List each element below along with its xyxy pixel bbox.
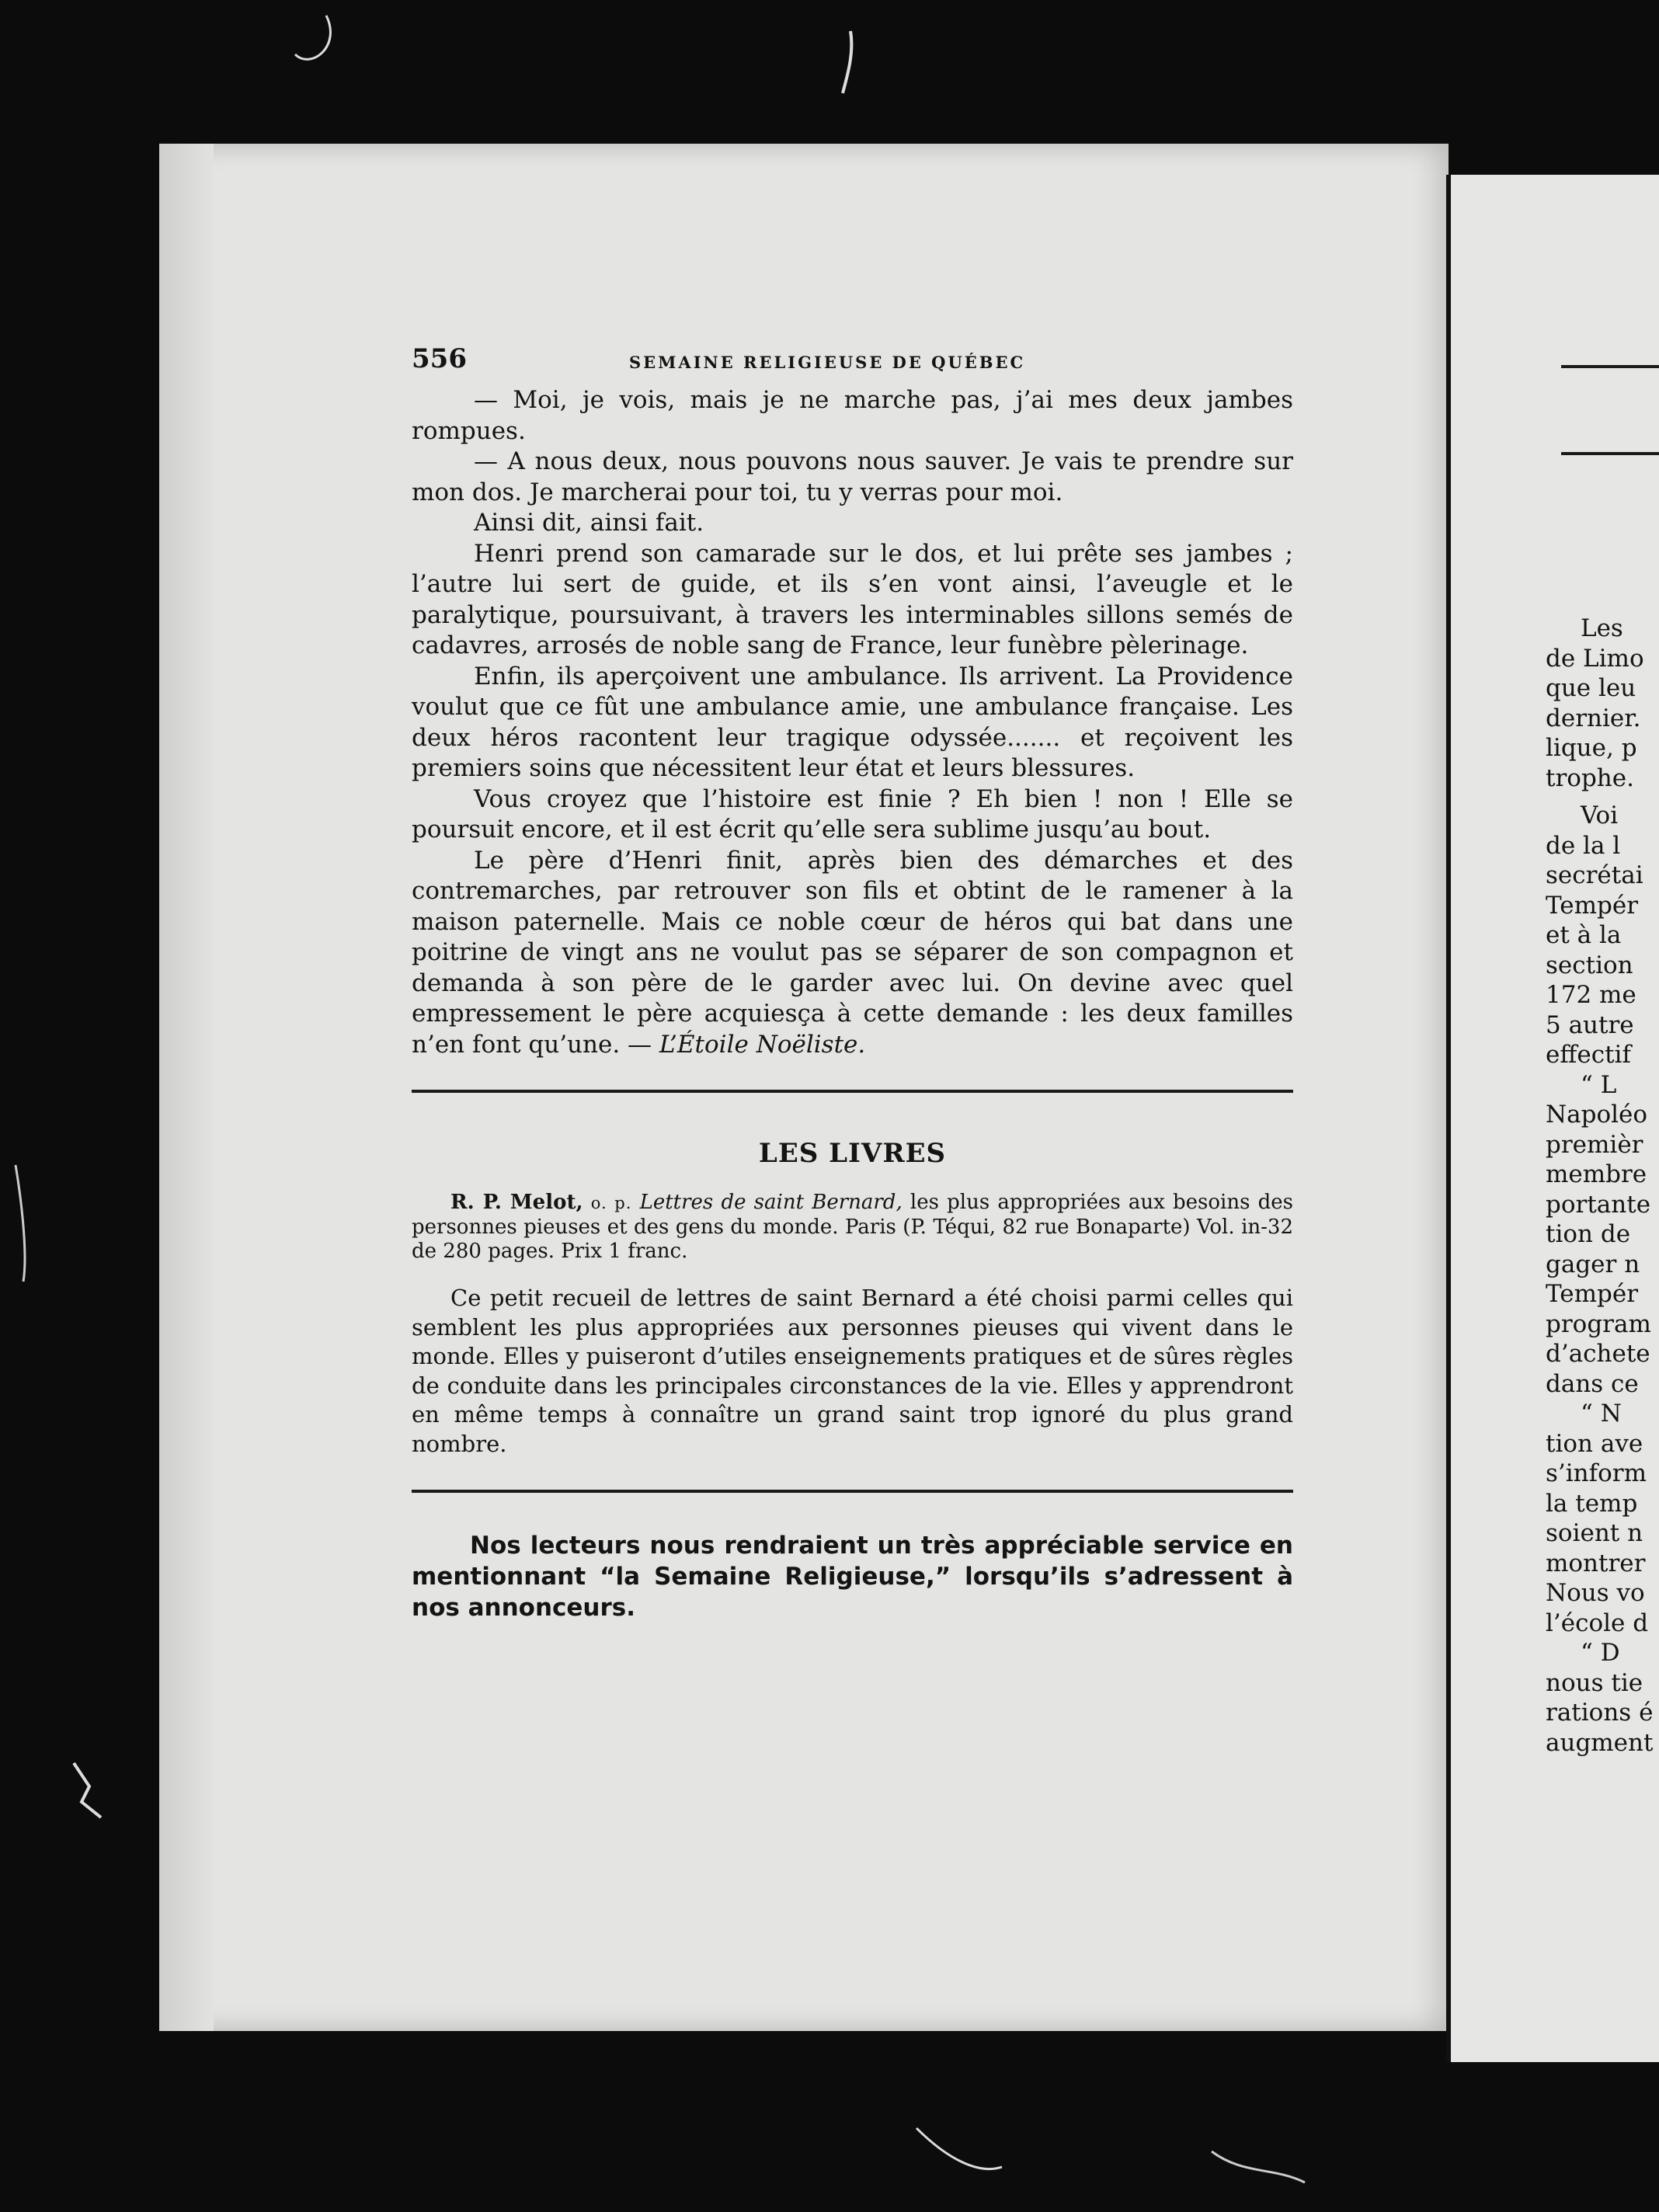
reader-notice: Nos lecteurs nous rendraient un très appréciable service en mentionnant “la Semaine Religieuse,” lorsqu’ils s’adressent à nos annonceurs. <box>412 1532 1293 1622</box>
book-review: Ce petit recueil de lettres de saint Bernard a été choisi parmi celles qui semblent les plus appropriées aux personnes pieuses qui vivent dans le monde. Elles y puiseront d’utiles enseignements pratiques et de sûres règles de conduite dans les principales circonstances de la vie. Elles y apprendront en même temps à connaître un grand saint trop ignoré du plus grand nombre. <box>412 1285 1293 1457</box>
running-head: SEMAINE RELIGIEUSE DE QUÉBEC <box>629 353 1026 372</box>
right-line: program <box>1546 1309 1651 1338</box>
right-line: s’inform <box>1546 1459 1647 1487</box>
story <box>412 385 1293 1060</box>
left-page-fold <box>159 144 214 2031</box>
right-line: “ D <box>1581 1639 1620 1667</box>
right-line: Nous vo <box>1546 1579 1645 1607</box>
section-title-books: LES LIVRES <box>758 1138 947 1169</box>
right-line: dans ce <box>1546 1369 1639 1398</box>
right-line: augment <box>1546 1728 1654 1757</box>
right-line: Tempér <box>1546 891 1639 920</box>
story-paragraph-text: Le père d’Henri finit, après bien des démarches et des contremarches, par retrouver son fils et obtint de le ramener à la maison paternelle. Mais ce noble cœur de héros qui bat dans une poitrine de vingt ans ne voulut pas se séparer de son compagnon et demanda à son père de le garder avec lui. On devine avec quel empressement le père acquiesça à cette demande : les deux familles n’en font qu’une. — <box>412 846 1293 1059</box>
right-page-rule-top <box>1561 365 1659 368</box>
page-number: 556 <box>412 343 467 374</box>
right-line: dernier. <box>1546 704 1641 732</box>
story-source: L’Étoile Noëliste. <box>659 1030 866 1059</box>
right-line: la temp <box>1546 1489 1638 1518</box>
right-line: “ N <box>1581 1400 1622 1428</box>
right-line: section <box>1546 951 1633 979</box>
right-line: portante <box>1546 1190 1651 1219</box>
book-author: R. P. Melot, <box>450 1191 583 1214</box>
story-paragraph: Enfin, ils aperçoivent une ambulance. Ils arrivent. La Providence voulut que ce fût une ambulance amie, une ambulance française. Les deux héros racontent leur tragique odyssée....... et reçoivent les premiers soins que nécessitent leur état et leurs blessures. <box>412 662 1293 782</box>
right-line: et à la <box>1546 921 1622 949</box>
right-line: 5 autre <box>1546 1010 1634 1039</box>
right-line: soient n <box>1546 1519 1643 1547</box>
right-line: “ L <box>1581 1070 1617 1099</box>
right-line: l’école d <box>1546 1609 1649 1637</box>
right-line: montrer <box>1546 1549 1646 1577</box>
book-title: Lettres de saint Bernard, <box>639 1191 903 1214</box>
right-line: rations é <box>1546 1699 1654 1727</box>
right-line: d’achete <box>1546 1340 1650 1368</box>
right-line: secrétai <box>1546 861 1643 889</box>
story-paragraph: — Moi, je vois, mais je ne marche pas, j’ai mes deux jambes rompues. <box>412 386 1293 445</box>
right-line: Napoléo <box>1546 1101 1648 1129</box>
book-citation <box>412 1191 1293 1264</box>
right-line: Les <box>1581 614 1623 642</box>
right-page-text <box>1546 614 1659 1758</box>
right-line: tion ave <box>1546 1429 1643 1458</box>
story-paragraph: Vous croyez que l’histoire est finie ? Eh bien ! non ! Elle se poursuit encore, et il est écrit qu’elle sera sublime jusqu’au bout. <box>412 784 1293 843</box>
book-author-order: o. p. <box>590 1194 632 1212</box>
story-paragraph: Henri prend son camarade sur le dos, et lui prête ses jambes ; l’autre lui sert de guide, et ils s’en vont ainsi, l’aveugle et le paralytique, poursuivant, à travers les interminables sillons semés de cadavres, arrosés de noble sang de France, leur funèbre pèlerinage. <box>412 539 1293 659</box>
right-line: lique, p <box>1546 734 1637 762</box>
right-line: Voi <box>1581 802 1619 830</box>
right-line: nous tie <box>1546 1668 1643 1697</box>
right-line: Tempér <box>1546 1280 1639 1308</box>
right-line: de Limo <box>1546 644 1644 673</box>
page-header <box>412 342 1293 385</box>
section-divider <box>412 1090 1293 1093</box>
right-line: 172 me <box>1546 981 1636 1009</box>
book-description: les plus appropriées aux besoins des personnes pieuses et des gens du monde. Paris (P. Téqui, 82 rue Bonaparte) Vol. in-32 de 280 pages. Prix 1 franc. <box>412 1191 1294 1263</box>
left-page-content <box>412 342 1293 1647</box>
story-paragraph: — A nous deux, nous pouvons nous sauver. Je vais te prendre sur mon dos. Je marcherai pour toi, tu y verras pour moi. <box>412 447 1293 506</box>
right-line: gager n <box>1546 1250 1640 1278</box>
right-line: de la l <box>1546 831 1621 860</box>
story-paragraph-last <box>412 846 1293 1061</box>
right-line: membre <box>1546 1160 1647 1188</box>
story-paragraph: Ainsi dit, ainsi fait. <box>474 509 704 537</box>
section-divider <box>412 1490 1293 1493</box>
right-line: que leu <box>1546 674 1636 702</box>
right-line: tion de <box>1546 1220 1631 1248</box>
right-line: effectif <box>1546 1041 1631 1069</box>
right-page-rule-second <box>1561 452 1659 455</box>
right-line: trophe. <box>1546 763 1634 792</box>
right-line: premièr <box>1546 1130 1643 1159</box>
